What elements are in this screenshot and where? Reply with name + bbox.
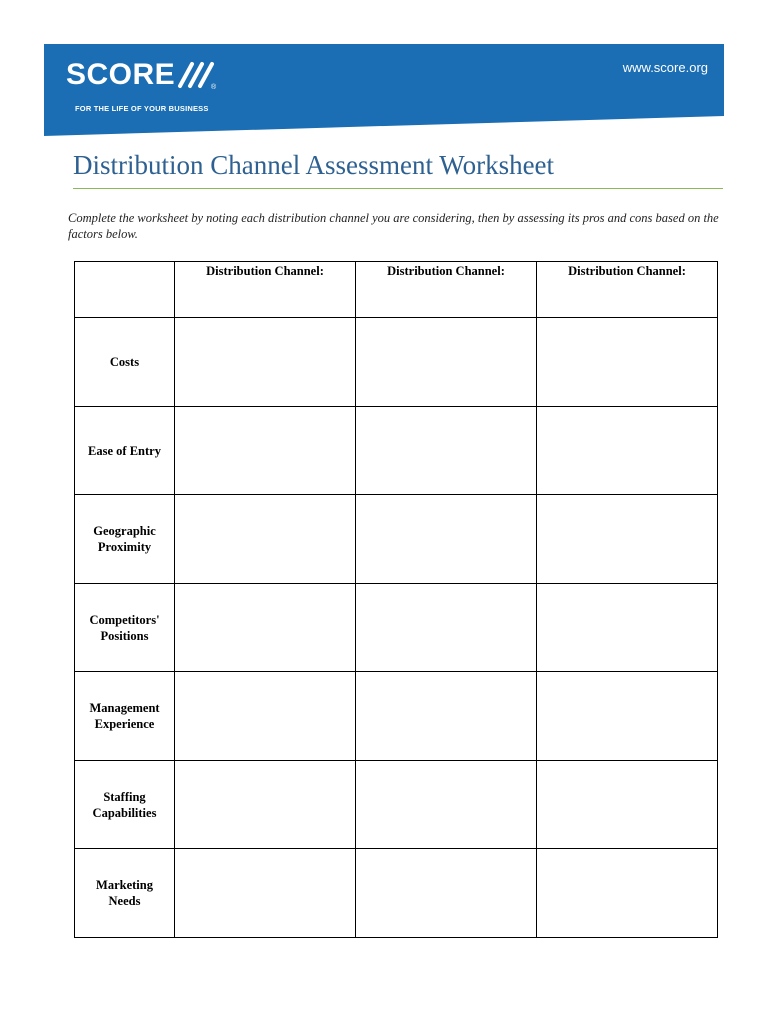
assessment-cell[interactable] [356,495,537,584]
table-row [75,495,718,584]
assessment-cell[interactable] [537,406,718,495]
title-divider [73,188,723,189]
assessment-cell[interactable] [537,760,718,849]
factor-label: Marketing Needs [75,849,175,938]
assessment-cell[interactable] [537,318,718,407]
assessment-cell[interactable] [356,583,537,672]
assessment-cell[interactable] [356,760,537,849]
assessment-cell[interactable] [175,672,356,761]
assessment-cell[interactable] [537,672,718,761]
table-row [75,406,718,495]
registered-mark-icon: ® [211,84,217,91]
table-row [75,318,718,407]
assessment-table [74,261,718,938]
website-url[interactable]: www.score.org [622,60,708,75]
assessment-cell[interactable] [175,318,356,407]
factor-label: Costs [75,318,175,407]
assessment-cell[interactable] [175,583,356,672]
assessment-cell[interactable] [175,760,356,849]
assessment-cell[interactable] [356,406,537,495]
factor-label: Geographic Proximity [75,495,175,584]
assessment-cell[interactable] [356,849,537,938]
column-header-channel-2[interactable]: Distribution Channel: [356,262,537,318]
factor-label: Staffing Capabilities [75,760,175,849]
assessment-cell[interactable] [175,849,356,938]
assessment-cell[interactable] [356,672,537,761]
assessment-cell[interactable] [537,495,718,584]
table-row [75,672,718,761]
assessment-cell[interactable] [356,318,537,407]
corner-cell [75,262,175,318]
factor-label: Ease of Entry [75,406,175,495]
factor-label: Competitors' Positions [75,583,175,672]
instructions-text: Complete the worksheet by noting each distribution channel you are considering, then by assessing its pros and cons based on the factors below. [68,211,719,241]
assessment-cell[interactable] [175,406,356,495]
factor-label: Management Experience [75,672,175,761]
table-row [75,583,718,672]
table-row [75,849,718,938]
score-logo: SCORE [66,58,176,91]
assessment-cell[interactable] [175,495,356,584]
header-banner [44,44,724,136]
column-header-channel-3[interactable]: Distribution Channel: [537,262,718,318]
assessment-cell[interactable] [537,849,718,938]
assessment-cell[interactable] [537,583,718,672]
table-header-row [75,262,718,318]
column-header-channel-1[interactable]: Distribution Channel: [175,262,356,318]
tagline: FOR THE LIFE OF YOUR BUSINESS [75,104,209,113]
page-title: Distribution Channel Assessment Worksheet [73,150,555,180]
table-row [75,760,718,849]
logo-slashes-icon [176,60,226,90]
